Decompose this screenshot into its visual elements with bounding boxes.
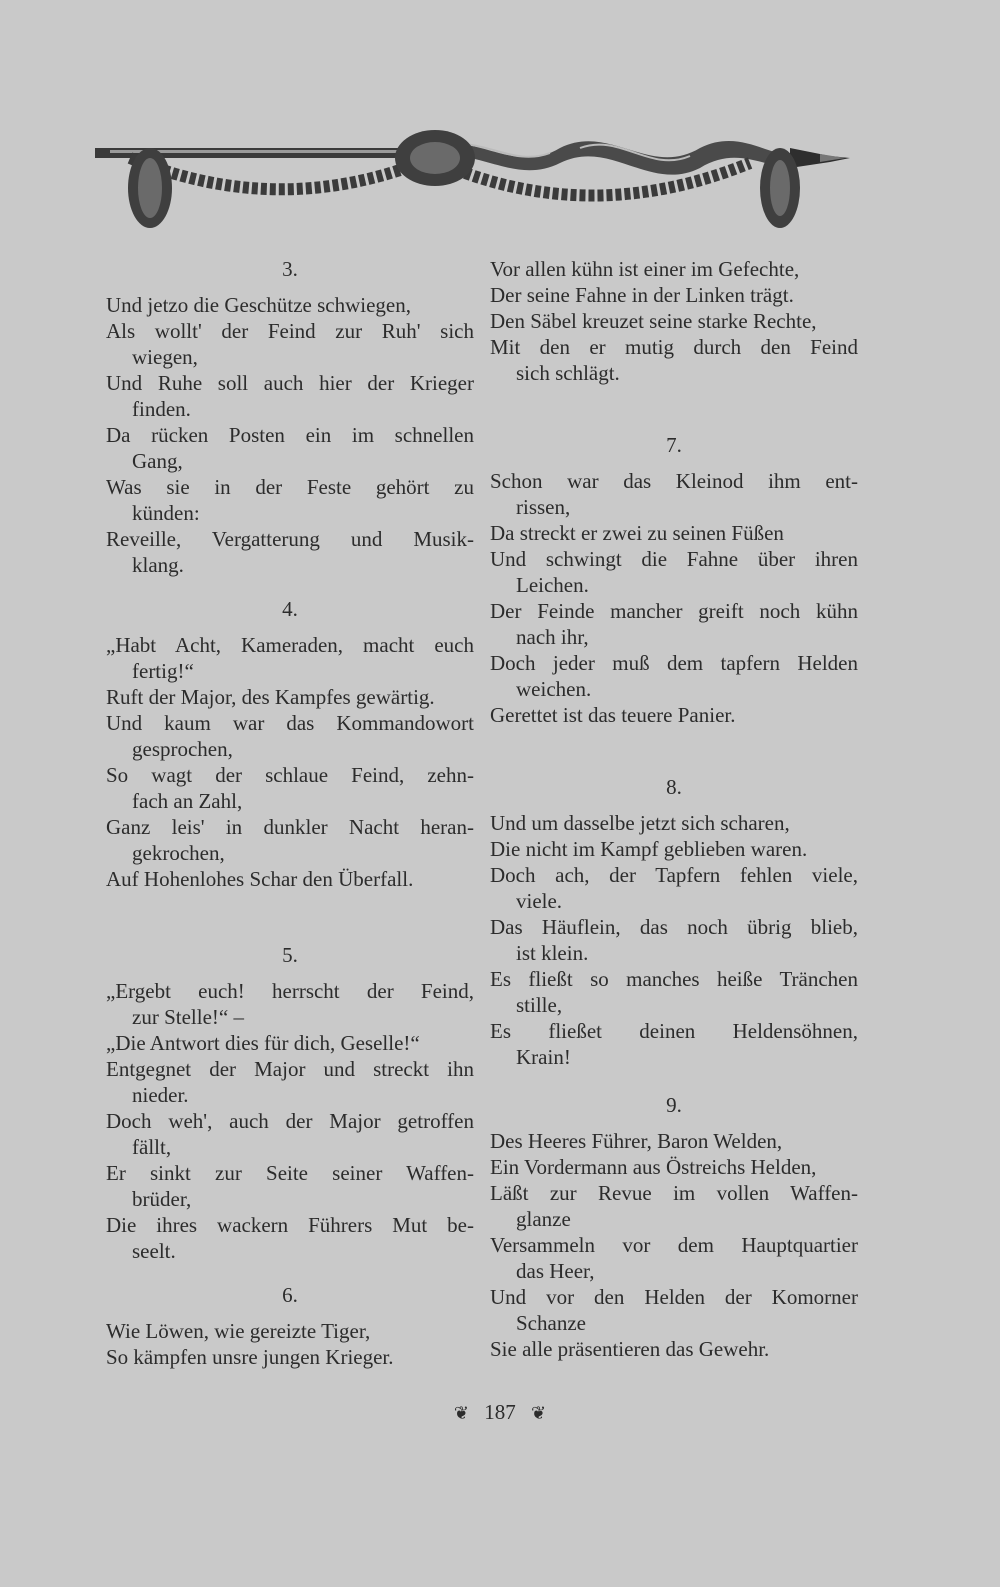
verse-line-continuation: gesprochen,	[132, 737, 233, 761]
verse-line: Auf Hohenlohes Schar den Überfall.	[106, 867, 414, 891]
verse-line: Und Ruhe soll auch hier der Krieger	[106, 371, 474, 395]
verse-line-continuation: Schanze	[516, 1311, 586, 1335]
verse-line: Gerettet ist das teuere Panier.	[490, 703, 736, 727]
stanza-number: 4.	[282, 597, 298, 621]
verse-line: Reveille, Vergatterung und Musik-	[106, 527, 474, 551]
verse-line-continuation: Krain!	[516, 1045, 571, 1069]
page-number: 187	[484, 1400, 516, 1424]
verse-line: Sie alle präsentieren das Gewehr.	[490, 1337, 770, 1361]
verse-line: Es fließet deinen Heldensöhnen,	[490, 1019, 858, 1043]
verse-line: Des Heeres Führer, Baron Welden,	[490, 1129, 783, 1153]
footer-ornament-left-icon: ❦	[453, 1403, 469, 1423]
stanza	[106, 596, 474, 892]
verse-line-continuation: stille,	[516, 993, 563, 1017]
stanza	[106, 256, 474, 578]
stanza-number: 9.	[666, 1093, 682, 1117]
stanza-number: 3.	[282, 257, 298, 281]
stanza-number: 5.	[282, 943, 298, 967]
verse-line-continuation: wiegen,	[132, 345, 198, 369]
verse-line: Den Säbel kreuzet seine starke Rechte,	[490, 309, 817, 333]
verse-line: Versammeln vor dem Hauptquartier	[490, 1233, 858, 1257]
verse-line: Entgegnet der Major und streckt ihn	[106, 1057, 474, 1081]
stanza-number: 8.	[666, 775, 682, 799]
verse-line: Schon war das Kleinod ihm ent-	[490, 469, 858, 493]
stanza	[490, 256, 858, 386]
verse-line: Ganz leis' in dunkler Nacht heran-	[106, 815, 474, 839]
right-column	[490, 256, 858, 1362]
verse-line: Der Feinde mancher greift noch kühn	[490, 599, 858, 623]
left-column	[106, 256, 474, 1370]
page-footer	[0, 1400, 1000, 1425]
verse-line-continuation: künden:	[132, 501, 200, 525]
verse-line: „Habt Acht, Kameraden, macht euch	[106, 633, 474, 657]
verse-line: Und schwingt die Fahne über ihren	[490, 547, 858, 571]
verse-line: Doch ach, der Tapfern fehlen viele,	[490, 863, 858, 887]
verse-line-continuation: seelt.	[132, 1239, 176, 1263]
stanza	[106, 1282, 474, 1370]
verse-line: Und kaum war das Kommandowort	[106, 711, 474, 735]
verse-line-continuation: ist klein.	[516, 941, 589, 965]
verse-line: Und vor den Helden der Komorner	[490, 1285, 858, 1309]
verse-line: Da streckt er zwei zu seinen Füßen	[490, 521, 784, 545]
verse-line-continuation: das Heer,	[516, 1259, 595, 1283]
verse-line: Mit den er mutig durch den Feind	[490, 335, 858, 359]
verse-line: Doch weh', auch der Major getroffen	[106, 1109, 474, 1133]
verse-line-continuation: gekrochen,	[132, 841, 225, 865]
stanza	[490, 774, 858, 1070]
stanza-number: 7.	[666, 433, 682, 457]
verse-line-continuation: klang.	[132, 553, 184, 577]
verse-line: Vor allen kühn ist einer im Gefechte,	[490, 257, 800, 281]
verse-line: Wie Löwen, wie gereizte Tiger,	[106, 1319, 371, 1343]
verse-line-continuation: rissen,	[516, 495, 571, 519]
verse-line-continuation: Leichen.	[516, 573, 589, 597]
verse-line-continuation: fach an Zahl,	[132, 789, 243, 813]
verse-line: Er sinkt zur Seite seiner Waffen-	[106, 1161, 474, 1185]
verse-line: Es fließt so manches heiße Tränchen	[490, 967, 858, 991]
verse-line-continuation: fällt,	[132, 1135, 172, 1159]
verse-line: So kämpfen unsre jungen Krieger.	[106, 1345, 394, 1369]
verse-line: Doch jeder muß dem tapfern Helden	[490, 651, 858, 675]
flag-garland-ornament	[90, 118, 870, 236]
verse-line: Das Häuflein, das noch übrig blieb,	[490, 915, 858, 939]
verse-line: Ein Vordermann aus Östreichs Helden,	[490, 1155, 817, 1179]
verse-line-continuation: glanze	[516, 1207, 571, 1231]
verse-line-continuation: fertig!“	[132, 659, 194, 683]
verse-line: Und um dasselbe jetzt sich scharen,	[490, 811, 790, 835]
footer-ornament-right-icon: ❦	[531, 1403, 547, 1423]
verse-line: Und jetzo die Geschütze schwiegen,	[106, 293, 411, 317]
verse-line: Was sie in der Feste gehört zu	[106, 475, 474, 499]
verse-line-continuation: brüder,	[132, 1187, 192, 1211]
verse-line-continuation: nieder.	[132, 1083, 189, 1107]
stanza	[490, 432, 858, 728]
verse-line-continuation: viele.	[516, 889, 563, 913]
stanza-number: 6.	[282, 1283, 298, 1307]
verse-line: Der seine Fahne in der Linken trägt.	[490, 283, 794, 307]
verse-line: Läßt zur Revue im vollen Waffen-	[490, 1181, 858, 1205]
verse-line-continuation: weichen.	[516, 677, 592, 701]
verse-line: Als wollt' der Feind zur Ruh' sich	[106, 319, 474, 343]
verse-line-continuation: sich schlägt.	[516, 361, 620, 385]
verse-line-continuation: Gang,	[132, 449, 183, 473]
verse-line-continuation: finden.	[132, 397, 191, 421]
verse-line: „Ergebt euch! herrscht der Feind,	[106, 979, 474, 1003]
verse-line: Die nicht im Kampf geblieben waren.	[490, 837, 808, 861]
verse-line: Da rücken Posten ein im schnellen	[106, 423, 474, 447]
stanza	[106, 942, 474, 1264]
verse-line-continuation: nach ihr,	[516, 625, 589, 649]
verse-line: Die ihres wackern Führers Mut be-	[106, 1213, 474, 1237]
verse-line: Ruft der Major, des Kampfes gewärtig.	[106, 685, 435, 709]
stanza	[490, 1092, 858, 1362]
verse-line-continuation: zur Stelle!“ –	[132, 1005, 244, 1029]
verse-line: So wagt der schlaue Feind, zehn-	[106, 763, 474, 787]
verse-line: „Die Antwort dies für dich, Geselle!“	[106, 1031, 420, 1055]
